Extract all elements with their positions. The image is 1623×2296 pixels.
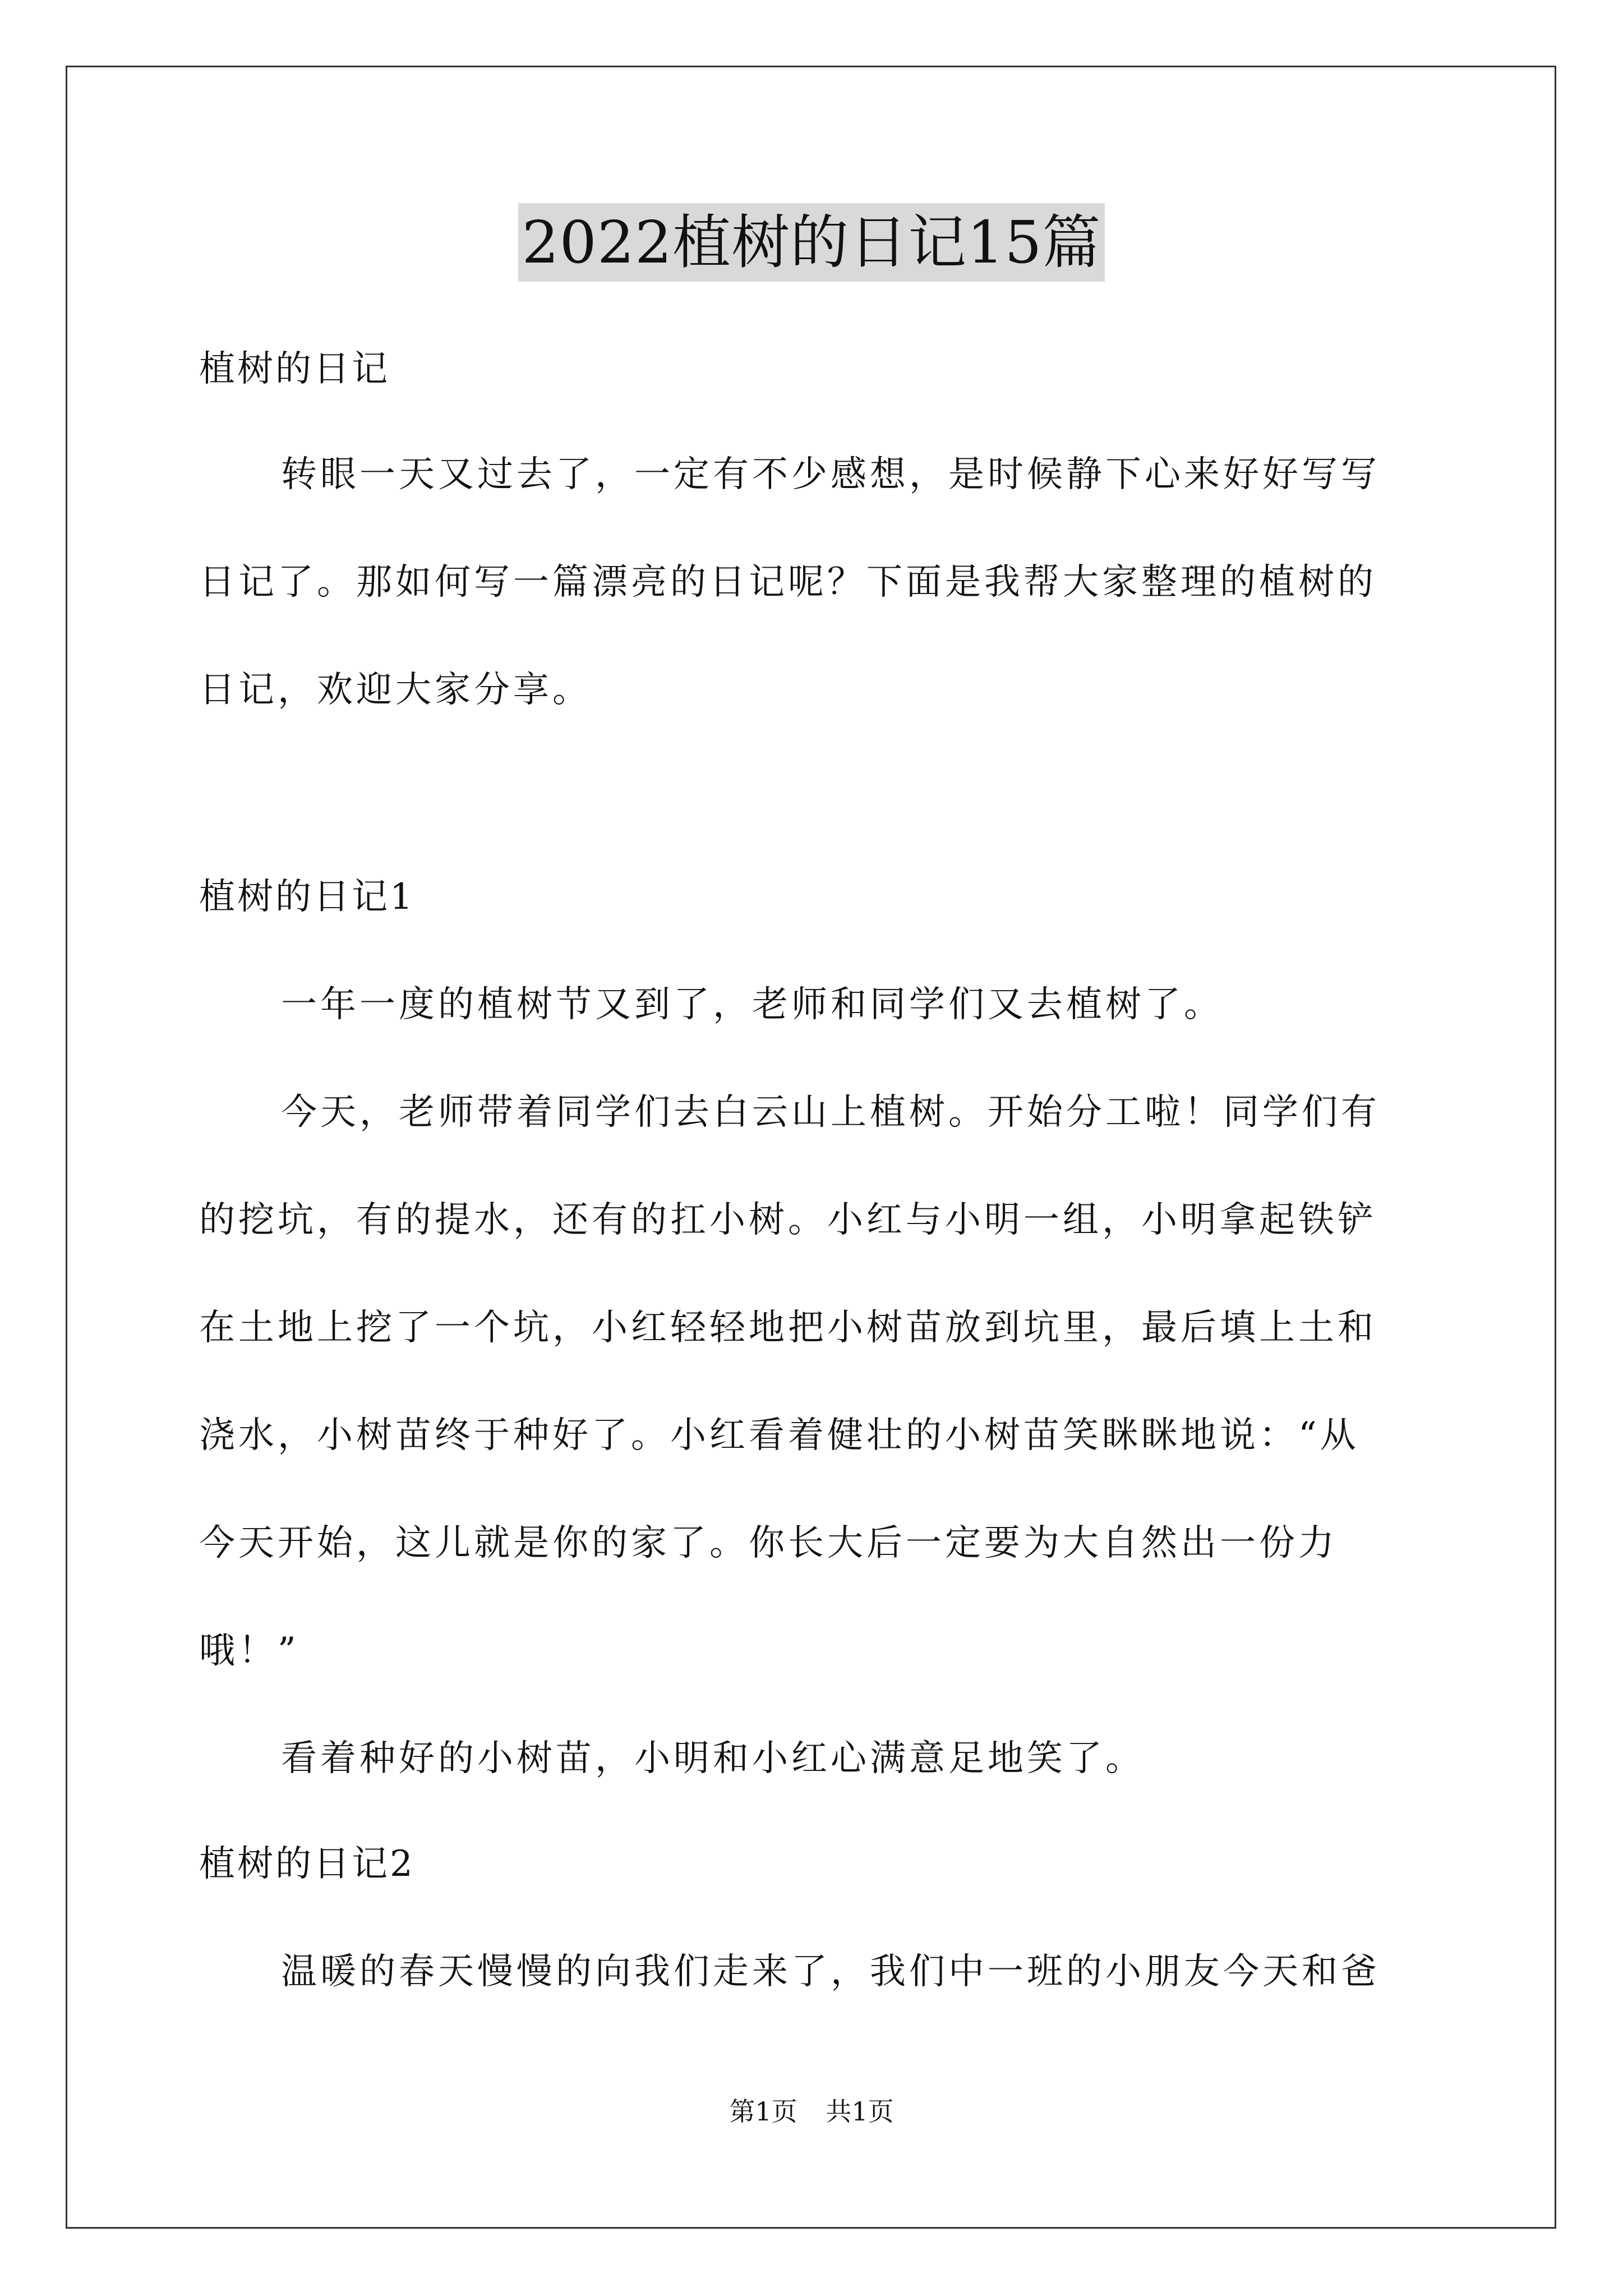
paragraph: 看着种好的小树苗，小明和小红心满意足地笑了。 <box>281 1738 1145 1779</box>
intro-heading: 植树的日记 <box>199 348 390 390</box>
paragraph-line: 今天开始，这儿就是你的家了。你长大后一定要为大自然出一份力 <box>199 1522 1338 1564</box>
section-heading: 植树的日记2 <box>199 1843 415 1885</box>
section-heading: 植树的日记1 <box>199 876 415 918</box>
paragraph-line: 今天，老师带着同学们去白云山上植树。开始分工啦！同学们有 <box>281 1092 1380 1133</box>
paragraph-line: 在土地上挖了一个坑，小红轻轻地把小树苗放到坑里，最后填上土和 <box>199 1307 1377 1349</box>
paragraph: 一年一度的植树节又到了，老师和同学们又去植树了。 <box>281 984 1223 1025</box>
paragraph-line: 哦！” <box>199 1630 299 1672</box>
paragraph-line: 浇水，小树苗终于种好了。小红看着健壮的小树苗笑眯眯地说：“从 <box>199 1415 1359 1456</box>
document-body <box>199 342 1430 1999</box>
intro-line: 日记，欢迎大家分享。 <box>199 669 592 711</box>
paragraph-line: 的挖坑，有的提水，还有的扛小树。小红与小明一组，小明拿起铁铲 <box>199 1199 1377 1241</box>
paragraph-line: 温暖的春天慢慢的向我们走来了，我们中一班的小朋友今天和爸 <box>281 1951 1380 1993</box>
document-title: 2022植树的日记15篇 <box>518 203 1104 282</box>
title-container <box>0 203 1623 282</box>
page-footer <box>0 2095 1623 2128</box>
intro-line: 日记了。那如何写一篇漂亮的日记呢？下面是我帮大家整理的植树的 <box>199 562 1377 603</box>
intro-line: 转眼一天又过去了，一定有不少感想，是时候静下心来好好写写 <box>281 454 1380 495</box>
page-total: 共1页 <box>826 2096 894 2127</box>
page-number: 第1页 <box>729 2096 797 2127</box>
